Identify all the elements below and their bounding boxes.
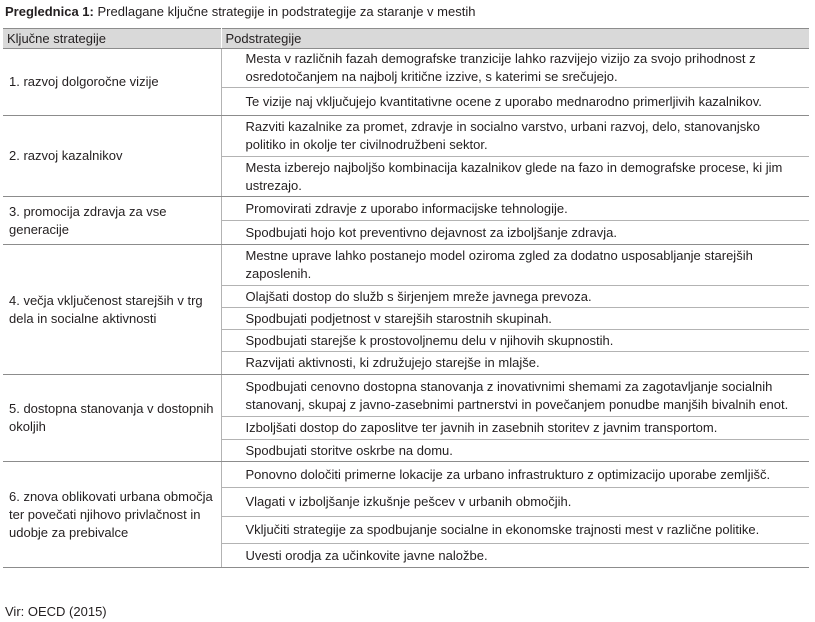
table-row <box>3 116 809 157</box>
substrategy-cell: Uvesti orodja za učinkovite javne naložbe. <box>221 544 809 568</box>
table-row <box>3 197 809 221</box>
key-strategy-cell: 6. znova oblikovati urbana območja ter povečati njihovo privlačnost in udobje za prebivalce <box>3 462 221 568</box>
caption-text: Predlagane ključne strategije in podstrategije za staranje v mestih <box>97 4 476 19</box>
substrategy-cell: Mesta v različnih fazah demografske tranzicije lahko razvijejo vizijo za svojo prihodnost z osredotočanjem na najbolj kritične izzive, s katerimi se srečujejo. <box>221 49 809 88</box>
table-body <box>3 49 809 568</box>
substrategy-cell: Promovirati zdravje z uporabo informacijske tehnologije. <box>221 197 809 221</box>
table-row <box>3 462 809 488</box>
substrategy-cell: Vključiti strategije za spodbujanje socialne in ekonomske trajnosti mest v različne politike. <box>221 517 809 544</box>
table-row <box>3 375 809 417</box>
header-substrategies: Podstrategije <box>221 29 809 49</box>
strategies-table <box>3 28 809 568</box>
header-key-strategies: Ključne strategije <box>3 29 221 49</box>
substrategy-cell: Izboljšati dostop do zaposlitve ter javnih in zasebnih storitev z javnim transportom. <box>221 417 809 440</box>
substrategy-cell: Vlagati v izboljšanje izkušnje pešcev v urbanih območjih. <box>221 488 809 517</box>
substrategy-cell: Spodbujati starejše k prostovoljnemu delu v njihovih skupnostih. <box>221 330 809 352</box>
substrategy-cell: Spodbujati hojo kot preventivno dejavnost za izboljšanje zdravja. <box>221 221 809 245</box>
substrategy-cell: Olajšati dostop do služb s širjenjem mreže javnega prevoza. <box>221 286 809 308</box>
caption-label: Preglednica 1: <box>5 4 94 19</box>
substrategy-cell: Mesta izberejo najboljšo kombinacija kazalnikov glede na fazo in demografske procese, ki jim ustrezajo. <box>221 157 809 197</box>
key-strategy-cell: 2. razvoj kazalnikov <box>3 116 221 197</box>
key-strategy-cell: 5. dostopna stanovanja v dostopnih okoljih <box>3 375 221 462</box>
substrategy-cell: Spodbujati storitve oskrbe na domu. <box>221 440 809 462</box>
source-note: Vir: OECD (2015) <box>5 604 107 619</box>
substrategy-cell: Te vizije naj vključujejo kvantitativne ocene z uporabo mednarodno primerljivih kazalnikov. <box>221 88 809 116</box>
substrategy-cell: Razviti kazalnike za promet, zdravje in socialno varstvo, urbani razvoj, delo, stanovanjsko politiko in okolje ter civilnodružbeni sektor. <box>221 116 809 157</box>
table-header-row <box>3 29 809 49</box>
substrategy-cell: Ponovno določiti primerne lokacije za urbano infrastrukturo z optimizacijo uporabe zemljišč. <box>221 462 809 488</box>
substrategy-cell: Spodbujati cenovno dostopna stanovanja z inovativnimi shemami za zagotavljanje socialnih stanovanj, skupaj z javno-zasebnimi partnerstvi in povečanjem ponudbe manjših bivalnih enot. <box>221 375 809 417</box>
table-row <box>3 49 809 88</box>
substrategy-cell: Razvijati aktivnosti, ki združujejo starejše in mlajše. <box>221 352 809 375</box>
key-strategy-cell: 3. promocija zdravja za vse generacije <box>3 197 221 245</box>
table-caption <box>5 3 475 20</box>
table-row <box>3 245 809 286</box>
key-strategy-cell: 1. razvoj dolgoročne vizije <box>3 49 221 116</box>
substrategy-cell: Mestne uprave lahko postanejo model oziroma zgled za dodatno usposabljanje starejših zaposlenih. <box>221 245 809 286</box>
key-strategy-cell: 4. večja vključenost starejših v trg dela in socialne aktivnosti <box>3 245 221 375</box>
substrategy-cell: Spodbujati podjetnost v starejših starostnih skupinah. <box>221 308 809 330</box>
